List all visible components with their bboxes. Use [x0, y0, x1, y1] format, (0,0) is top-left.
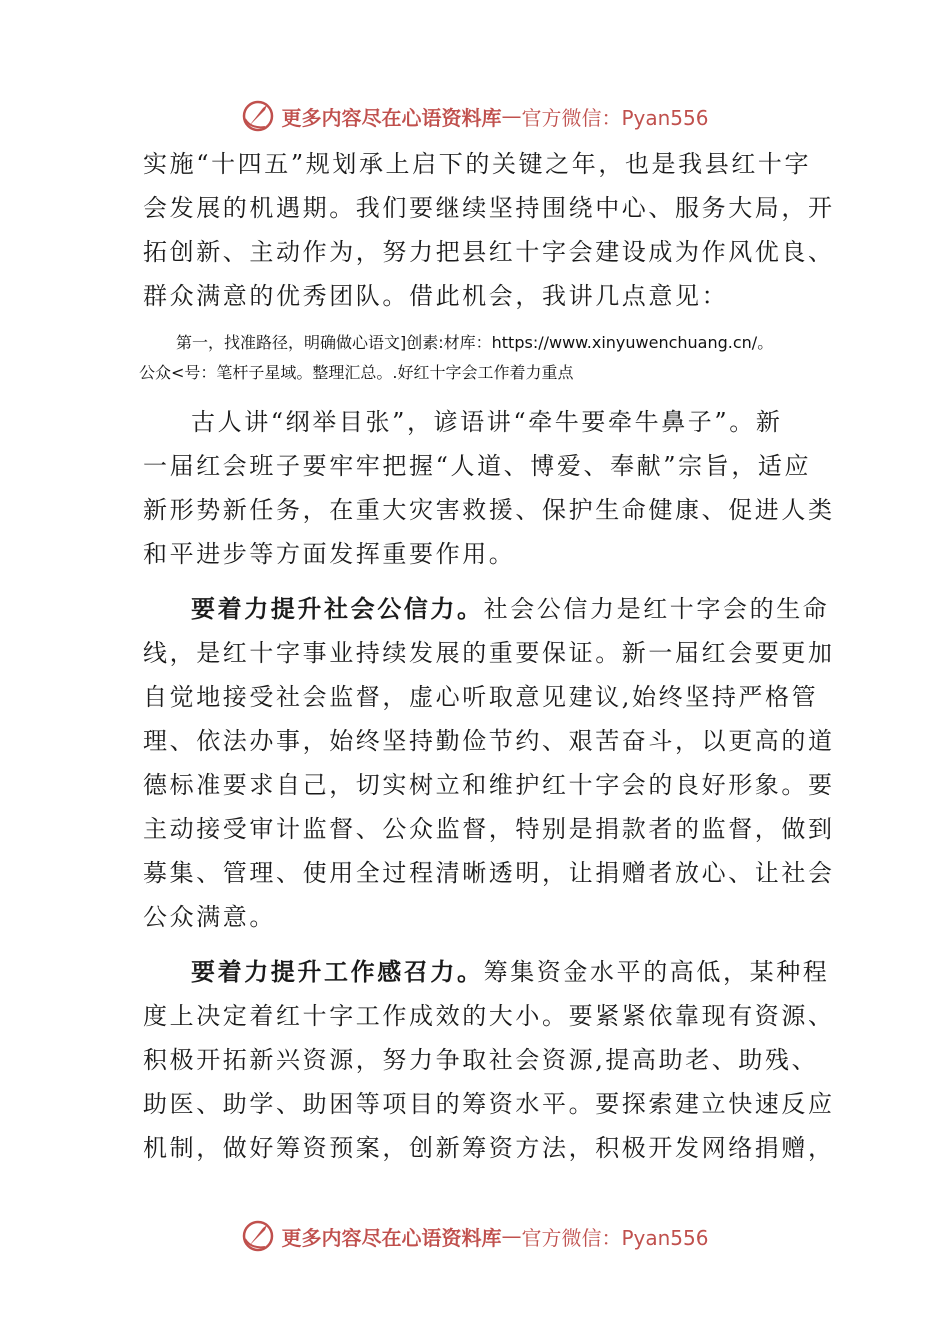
- text-line: 古人讲“纲举目张”，谚语讲“牵牛要牵牛鼻子”。新: [191, 408, 783, 436]
- text-line: 实施“十四五”规划承上启下的关键之年，也是我县红十字: [143, 150, 812, 178]
- footer-banner: [0, 1216, 950, 1256]
- text-line: 会发展的机遇期。我们要继续坚持围绕中心、服务大局，开: [143, 194, 835, 222]
- banner-site-name: 更多内容尽在心语资料库: [281, 105, 502, 130]
- text-run: 筹集资金水平的高低，某种程: [483, 958, 830, 986]
- text-line: [143, 950, 830, 994]
- text-line: [143, 587, 830, 631]
- paragraph-4: [143, 950, 835, 1170]
- text-line: 线，是红十字事业持续发展的重要保证。新一届红会要更加: [143, 639, 835, 667]
- text-line: 德标准要求自己，切实树立和维护红十字会的良好形象。要: [143, 771, 835, 799]
- banner-wechat: 官方微信：Pyan556: [521, 1225, 709, 1250]
- section-heading-1: [139, 328, 811, 388]
- paragraph-heading: 要着力提升工作感召力。: [191, 957, 484, 986]
- text-line: 新形势新任务，在重大灾害救援、保护生命健康、促进人类: [143, 496, 835, 524]
- banner-site-name: 更多内容尽在心语资料库: [281, 1225, 502, 1250]
- text-run: 社会公信力是红十字会的生命: [483, 595, 830, 623]
- banner-dash: —: [501, 1224, 522, 1248]
- banner-dash: —: [501, 104, 522, 128]
- text-line: 募集、管理、使用全过程清晰透明，让捐赠者放心、让社会: [143, 859, 835, 887]
- header-banner: [0, 96, 950, 136]
- paragraph-2: [143, 400, 835, 576]
- text-line: 自觉地接受社会监督，虚心听取意见建议,始终坚持严格管: [143, 683, 819, 711]
- text-line: 积极开拓新兴资源，努力争取社会资源,提高助老、助残、: [143, 1046, 819, 1074]
- paragraph-3: [143, 587, 835, 939]
- paragraph-heading: 要着力提升社会公信力。: [191, 594, 484, 623]
- text-line: 助医、助学、助困等项目的筹资水平。要探索建立快速反应: [143, 1090, 835, 1118]
- text-line: 度上决定着红十字工作成效的大小。要紧紧依靠现有资源、: [143, 1002, 835, 1030]
- text-line: 理、依法办事，始终坚持勤俭节约、艰苦奋斗，以更高的道: [143, 727, 835, 755]
- text-line: 机制，做好筹资预案，创新筹资方法，积极开发网络捐赠，: [143, 1134, 835, 1162]
- document-body: [139, 142, 835, 1170]
- paragraph-1: [143, 142, 835, 318]
- text-line: 一届红会班子要牢牢把握“人道、博爱、奉献”宗旨，适应: [143, 452, 812, 480]
- small-text-line: 第一，找准路径，明确做心语文]创素:材库：https://www.xinyuwenchuang.cn/。: [176, 333, 774, 352]
- quill-logo-icon: [241, 1219, 275, 1253]
- quill-logo-icon: [241, 99, 275, 133]
- text-line: 拓创新、主动作为，努力把县红十字会建设成为作风优良、: [143, 238, 835, 266]
- small-text-line: 公众<号：笔杆子星域。整理汇总。.好红十字会工作着力重点: [139, 363, 574, 382]
- banner-wechat: 官方微信：Pyan556: [521, 105, 709, 130]
- text-line: 群众满意的优秀团队。借此机会，我讲几点意见：: [143, 282, 729, 310]
- text-line: 公众满意。: [143, 903, 276, 931]
- text-line: 主动接受审计监督、公众监督，特别是捐款者的监督，做到: [143, 815, 835, 843]
- text-line: 和平进步等方面发挥重要作用。: [143, 540, 516, 568]
